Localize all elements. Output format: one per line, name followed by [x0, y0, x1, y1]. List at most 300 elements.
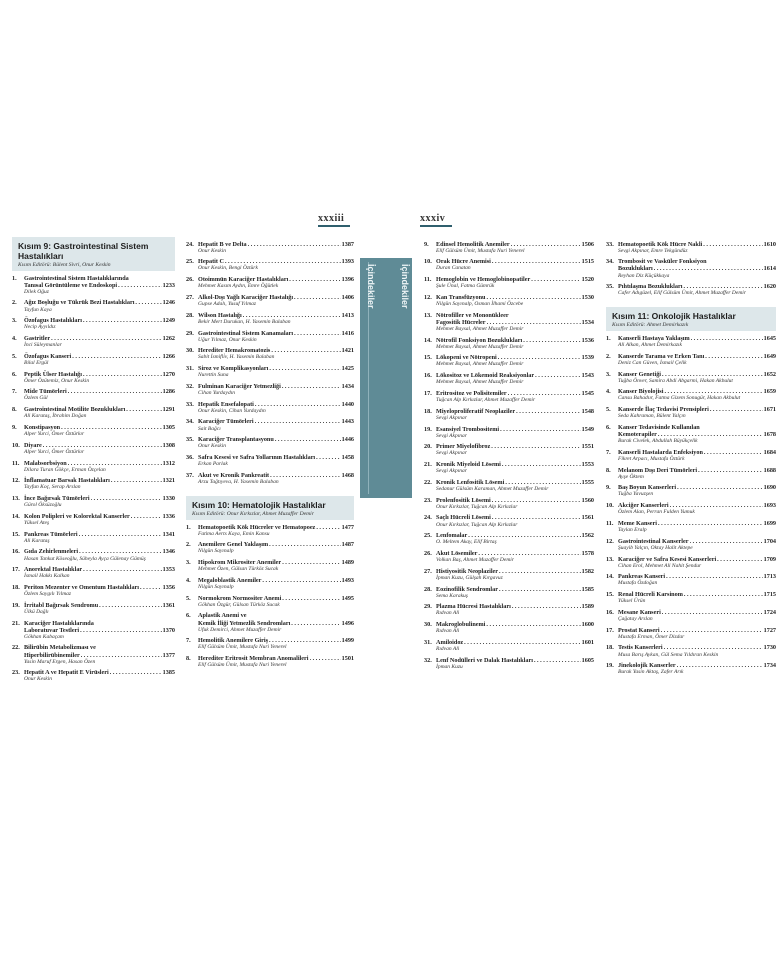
entry-title-line: [24, 644, 175, 651]
entry-number: 34.: [606, 258, 614, 266]
entry-title-line: [436, 514, 594, 521]
entry-body: [618, 258, 776, 279]
entry-page: 1458: [341, 453, 354, 461]
toc-entry[interactable]: [606, 283, 776, 297]
toc-entry[interactable]: [186, 347, 354, 361]
toc-entry[interactable]: [606, 662, 776, 676]
entry-page: 1495: [341, 594, 354, 602]
entry-body: [436, 479, 594, 493]
entry-body: [24, 353, 175, 367]
toc-entry[interactable]: [186, 436, 354, 450]
entry-title-line: [436, 657, 594, 664]
entry-body: [24, 388, 175, 402]
entry-title: Gastrointestinal Sistem Kanamaları: [198, 329, 294, 337]
entry-page: 1659: [763, 388, 776, 396]
entry-authors: Onur Keskin, Bengi Öztürk: [198, 265, 258, 272]
entry-page: 1678: [763, 431, 776, 439]
leader-dots: [658, 431, 763, 438]
toc-entry[interactable]: [12, 317, 175, 331]
toc-entry[interactable]: [186, 276, 354, 290]
entry-authors: Sema Karakuş: [436, 592, 468, 599]
toc-entry[interactable]: [424, 603, 594, 617]
toc-entry[interactable]: [12, 477, 175, 491]
toc-entry[interactable]: [424, 639, 594, 653]
entry-authors: Cansu Bahadıır, Fatma Gizem Sonugür, Hakan Akbulut: [618, 395, 741, 402]
entry-body: [618, 502, 776, 516]
entry-authors: Gökhan Özgür, Gülsan Türköz Sucak: [198, 601, 280, 608]
entry-title-line: [618, 406, 776, 413]
leader-dots: [282, 595, 340, 602]
entry-number: 31.: [186, 365, 194, 373]
toc-entry[interactable]: [12, 531, 175, 545]
entry-page: 1693: [763, 502, 776, 510]
entry-number: 11.: [424, 276, 432, 284]
toc-entry[interactable]: [424, 312, 594, 333]
entry-body: [436, 639, 594, 653]
toc-entry[interactable]: [12, 548, 175, 562]
entry-title: Diyare: [24, 441, 42, 449]
toc-entry[interactable]: [606, 573, 776, 587]
entry-number: 37.: [186, 471, 194, 479]
entry-body: [618, 449, 776, 463]
toc-entry[interactable]: [424, 657, 594, 671]
entry-body: [198, 276, 354, 290]
toc-entry[interactable]: [12, 460, 175, 474]
toc-entry[interactable]: [12, 495, 175, 509]
entry-authors: Özlem Alan, Perran Fulden Yumuk: [618, 509, 695, 516]
toc-entry[interactable]: [12, 442, 175, 456]
leader-dots: [282, 559, 340, 566]
entry-title: Kronik Lenfositik Lösemi: [436, 478, 505, 486]
entry-page: 1291: [162, 406, 175, 414]
entry-number: 25.: [186, 258, 194, 266]
entry-title-line: [198, 418, 354, 425]
toc-entry[interactable]: [12, 602, 175, 616]
entry-title: Hepatit A ve Hepatit E Virüsleri: [24, 669, 109, 677]
entry-number: 13.: [606, 555, 614, 563]
leader-dots: [43, 442, 162, 449]
entry-page: 1610: [763, 240, 776, 248]
toc-entry[interactable]: [12, 620, 175, 641]
toc-entry[interactable]: [12, 424, 175, 438]
entry-number: 11.: [606, 519, 614, 527]
toc-entry[interactable]: [424, 294, 594, 308]
toc-entry[interactable]: [186, 258, 354, 272]
entry-page: 1270: [162, 370, 175, 378]
entry-authors: Nilgün Sayınalp, Osman İlhami Özcebe: [436, 301, 524, 308]
toc-entry[interactable]: [606, 335, 776, 349]
entry-title-line: [618, 449, 776, 456]
leader-dots: [705, 353, 762, 360]
entry-title: İnce Bağırsak Tümörleri: [24, 495, 90, 503]
entry-page: 1649: [763, 352, 776, 360]
entry-title: Malabsorbsiyon: [24, 459, 67, 467]
entry-page: 1727: [763, 626, 776, 634]
entry-number: 9.: [606, 484, 611, 492]
entry-authors: Tuğba Önver, Samira Abdi Abgarmi, Hakan Akbulut: [618, 377, 733, 384]
entry-number: 1.: [186, 523, 191, 531]
entry-number: 7.: [606, 448, 611, 456]
entry-title: Hipokrom Mikrositer Anemiler: [198, 559, 282, 567]
entry-title: Akciğer Kanserleri: [618, 502, 669, 510]
entry-body: [618, 371, 776, 385]
toc-entry[interactable]: [186, 330, 354, 344]
entry-number: 3.: [606, 370, 611, 378]
entry-body: [436, 568, 594, 582]
entry-title-line: [436, 497, 594, 504]
entry-body: [24, 669, 175, 683]
entry-body: [24, 548, 175, 562]
entry-title: Karaciğer ve Safra Kesesi Kanserleri: [618, 555, 717, 563]
toc-entry[interactable]: [606, 591, 776, 605]
toc-entry[interactable]: [12, 275, 175, 296]
entry-authors: Çağatay Arslan: [618, 615, 653, 622]
toc-entry[interactable]: [186, 577, 354, 591]
toc-entry[interactable]: [12, 644, 175, 665]
toc-entry[interactable]: [606, 424, 776, 445]
entry-body: [618, 538, 776, 552]
entry-title: Safra Kesesi ve Safra Yollarının Hastalıkları: [198, 453, 316, 461]
entry-number: 26.: [186, 276, 194, 284]
entry-body: [24, 460, 175, 474]
entry-title-line: [436, 312, 594, 319]
toc-entry[interactable]: [186, 418, 354, 432]
entry-title: Gastrointestinal Motilite Bozuklukları: [24, 406, 126, 414]
toc-entry[interactable]: [424, 276, 594, 290]
entry-page: 1734: [763, 662, 776, 670]
entry-page: 1699: [763, 519, 776, 527]
entry-body: [618, 353, 776, 367]
entry-authors: Onur Keskin: [24, 676, 52, 683]
entry-title-line: [24, 531, 175, 538]
entry-authors: Cihan Yurdaydın: [198, 389, 236, 396]
entry-title-line: [198, 401, 354, 408]
entry-title: Anorektal Hastalıklar: [24, 566, 83, 574]
entry-page: 1421: [341, 347, 354, 355]
entry-number: 28.: [424, 585, 432, 593]
toc-entry[interactable]: [186, 524, 354, 538]
toc-entry[interactable]: [186, 541, 354, 555]
entry-title: Kanserli Hastaya Yaklaşım: [618, 335, 690, 343]
toc-entry[interactable]: [606, 556, 776, 570]
entry-authors: Sevgi Akpınar: [436, 432, 467, 439]
entry-number: 7.: [186, 637, 191, 645]
entry-body: [24, 299, 175, 313]
entry-number: 16.: [12, 548, 20, 556]
leader-dots: [684, 591, 763, 598]
leader-dots: [535, 372, 580, 379]
toc-entry[interactable]: [186, 401, 354, 415]
entry-body: [24, 602, 175, 616]
entry-number: 2.: [186, 541, 191, 549]
entry-number: 13.: [424, 311, 432, 319]
entry-authors: Fatima Aerts Kaya, Emin Kansu: [198, 530, 270, 537]
toc-entry[interactable]: [606, 538, 776, 552]
entry-page: 1377: [162, 651, 175, 659]
entry-authors: Mustafa Erman, Ömer Dizdar: [618, 633, 685, 640]
toc-entry[interactable]: [424, 479, 594, 493]
entry-title-line: [436, 241, 594, 248]
entry-number: 7.: [12, 388, 17, 396]
entry-number: 30.: [186, 347, 194, 355]
entry-page: 1506: [581, 240, 594, 248]
entry-body: [436, 354, 594, 368]
entry-title: Melanom Dışı Deri Tümörleri: [618, 466, 698, 474]
entry-title-line: [436, 586, 594, 593]
entry-title-line: [618, 424, 776, 431]
toc-entry[interactable]: [606, 644, 776, 658]
leader-dots: [508, 390, 581, 397]
toc-entry[interactable]: [424, 621, 594, 635]
entry-title-line: [618, 265, 776, 272]
toc-column-3: [424, 237, 594, 671]
entry-authors: Ülkü Dağlı: [24, 608, 49, 615]
toc-entry[interactable]: [186, 595, 354, 609]
entry-page: 1534: [581, 318, 594, 326]
leader-dots: [118, 282, 162, 289]
entry-body: [436, 372, 594, 386]
toc-entry[interactable]: [12, 513, 175, 527]
toc-entry[interactable]: [606, 406, 776, 420]
entry-title-line: [436, 258, 594, 265]
entry-title: Hepatik Ensefalopati: [198, 400, 254, 408]
toc-entry[interactable]: [606, 520, 776, 534]
toc-entry[interactable]: [606, 258, 776, 279]
entry-body: [198, 365, 354, 379]
entry-title: Hepatit C: [198, 258, 224, 266]
leader-dots: [703, 241, 762, 248]
toc-entry[interactable]: [606, 371, 776, 385]
entry-number: 14.: [606, 573, 614, 581]
toc-entry[interactable]: [606, 609, 776, 623]
toc-entry[interactable]: [186, 383, 354, 397]
entry-number: 18.: [606, 644, 614, 652]
leader-dots: [534, 657, 581, 664]
entry-page: 1730: [763, 644, 776, 652]
entry-number: 21.: [12, 619, 20, 627]
toc-entry[interactable]: [424, 241, 594, 255]
entry-page: 1582: [581, 567, 594, 575]
leader-dots: [140, 584, 162, 591]
toc-entry[interactable]: [606, 241, 776, 255]
entry-body: [24, 513, 175, 527]
entry-title-line: [436, 294, 594, 301]
entry-number: 8.: [606, 466, 611, 474]
entry-title: Kolon Polipleri ve Kolorektal Kanserler: [24, 512, 130, 520]
toc-entry[interactable]: [424, 390, 594, 404]
toc-entry[interactable]: [606, 353, 776, 367]
entry-authors: Sevgi Akpınar: [436, 468, 467, 475]
entry-title-line: [436, 479, 594, 486]
entry-number: 6.: [12, 370, 17, 378]
leader-dots: [68, 460, 162, 467]
entry-authors: Musa Barış Aykan, Gül Sema Yıldıran Keskin: [618, 651, 719, 658]
section-header: [186, 496, 354, 520]
entry-title-line: [436, 443, 594, 450]
toc-entry[interactable]: [424, 568, 594, 582]
entry-title-line: [618, 241, 776, 248]
entry-page: 1684: [763, 448, 776, 456]
entry-authors: Ufuk Demirci, Ahmet Muzaffer Demir: [198, 626, 282, 633]
leader-dots: [111, 477, 162, 484]
entry-authors: Ayşe Öktem: [618, 473, 644, 480]
toc-entry[interactable]: [424, 372, 594, 386]
toc-entry[interactable]: [186, 472, 354, 486]
leader-dots: [486, 294, 580, 301]
leader-dots: [499, 568, 581, 575]
entry-title: Edinsel Hemolitik Anemiler: [436, 240, 510, 248]
toc-entry[interactable]: [606, 467, 776, 481]
toc-entry[interactable]: [424, 461, 594, 475]
toc-entry[interactable]: [424, 408, 594, 422]
leader-dots: [310, 655, 341, 662]
entry-page: 1425: [341, 365, 354, 373]
toc-entry[interactable]: [186, 454, 354, 468]
entry-body: [198, 258, 354, 272]
entry-title-line: [24, 275, 175, 282]
leader-dots: [677, 484, 763, 491]
toc-entry[interactable]: [12, 388, 175, 402]
toc-entry[interactable]: [424, 443, 594, 457]
entry-number: 27.: [186, 293, 194, 301]
entry-number: 24.: [186, 240, 194, 248]
toc-entry[interactable]: [606, 627, 776, 641]
entry-authors: Duran Canatan: [436, 265, 471, 272]
entry-number: 2.: [12, 299, 17, 307]
entry-title: Esansiyel Trombositemi: [436, 425, 500, 433]
entry-authors: Yasin Maruf Ergen, Hasan Özen: [24, 658, 96, 665]
entry-page: 1370: [162, 626, 175, 634]
entry-number: 13.: [12, 495, 20, 503]
entry-title: Testis Kanserleri: [618, 644, 663, 652]
entry-authors: Sabit İsmifli̇v, H. Yasemin Balaban: [198, 354, 275, 361]
entry-body: [24, 531, 175, 545]
entry-authors: Burak Civelek, Abdullah Büyükçelik: [618, 438, 698, 445]
entry-title-line: [618, 335, 776, 342]
leader-dots: [531, 276, 580, 283]
leader-dots: [491, 443, 580, 450]
entry-title-line: [198, 595, 354, 602]
toc-entry[interactable]: [424, 426, 594, 440]
entry-page: 1440: [341, 400, 354, 408]
entry-title: Lenf Nodülleri ve Dalak Hastalıkları: [436, 656, 533, 664]
entry-number: 17.: [424, 389, 432, 397]
leader-dots: [486, 621, 580, 628]
leader-dots: [68, 388, 162, 395]
toc-entry[interactable]: [606, 449, 776, 463]
entry-title-line: [198, 612, 354, 619]
toc-entry[interactable]: [12, 584, 175, 598]
toc-entry[interactable]: [186, 312, 354, 326]
toc-entry[interactable]: [186, 612, 354, 633]
entry-title: Fulminan Karaciğer Yetmezliği: [198, 382, 281, 390]
entry-title: Alkol-Dışı Yağlı Karaciğer Hastalığı: [198, 293, 294, 301]
leader-dots: [717, 556, 762, 563]
entry-number: 12.: [12, 477, 20, 485]
toc-entry[interactable]: [424, 586, 594, 600]
toc-entry[interactable]: [424, 258, 594, 272]
toc-entry[interactable]: [424, 354, 594, 368]
entry-authors: Sevgi Akpınar, Emre Tekgündüz: [618, 247, 688, 254]
toc-entry[interactable]: [12, 406, 175, 420]
entry-title-line: [198, 472, 354, 479]
toc-entry[interactable]: [424, 550, 594, 564]
toc-entry[interactable]: [186, 365, 354, 379]
entry-authors: Ali Karataş, İbrahim Doğan: [24, 413, 87, 420]
leader-dots: [505, 479, 580, 486]
entry-title: Hiperbilirübinemiler: [24, 651, 80, 659]
toc-entry[interactable]: [424, 497, 594, 511]
toc-entry[interactable]: [186, 294, 354, 308]
entry-page: 1468: [341, 471, 354, 479]
section-header: [12, 237, 175, 271]
entry-body: [436, 461, 594, 475]
entry-page: 1496: [341, 619, 354, 627]
toc-entry[interactable]: [186, 241, 354, 255]
entry-title-line: [198, 312, 354, 319]
entry-title: Miyeloproliferatif Neoplaziler: [436, 407, 516, 415]
entry-page: 1601: [581, 638, 594, 646]
entry-title: Gıda Zehirlenmeleri: [24, 548, 79, 556]
leader-dots: [271, 347, 340, 354]
toc-entry[interactable]: [424, 514, 594, 528]
entry-body: [436, 241, 594, 255]
entry-title: Kanser Tedavisinde Kullanılan: [618, 423, 700, 431]
section-header: [606, 307, 776, 331]
toc-entry[interactable]: [424, 532, 594, 546]
entry-title-line: [618, 538, 776, 545]
entry-authors: Özlem Saygılı Yılmaz: [24, 591, 72, 598]
leader-dots: [269, 365, 340, 372]
entry-authors: Alper Yurci, Ömer Öztürkır: [24, 448, 85, 455]
entry-title: Karaciğer Transplantasyonu: [198, 436, 274, 444]
entry-page: 1356: [162, 583, 175, 591]
entry-page: 1346: [162, 548, 175, 556]
entry-authors: Hasan Tankut Köseoğlu, Süheyla Ayça Gülenay Gümüş: [24, 555, 146, 562]
leader-dots: [478, 550, 580, 557]
toc-entry[interactable]: [606, 502, 776, 516]
toc-entry[interactable]: [12, 335, 175, 349]
toc-entry[interactable]: [424, 337, 594, 351]
entry-page: 1709: [763, 555, 776, 563]
toc-entry[interactable]: [186, 655, 354, 669]
toc-entry[interactable]: [12, 353, 175, 367]
entry-number: 5.: [606, 406, 611, 414]
entry-authors: Sedanur Gülsüm Karaman, Ahmet Muzaffer Demir: [436, 485, 549, 492]
entry-title-line: [618, 388, 776, 395]
entry-page: 1688: [763, 466, 776, 474]
entry-title: Bozuklukları: [618, 265, 653, 273]
toc-entry[interactable]: [186, 559, 354, 573]
toc-entry[interactable]: [606, 388, 776, 402]
entry-title-line: [436, 621, 594, 628]
entry-body: [618, 644, 776, 658]
toc-entry[interactable]: [12, 566, 175, 580]
toc-entry[interactable]: [12, 669, 175, 683]
entry-authors: Mehmet Baysal, Ahmet Muzaffer Demir: [436, 343, 524, 350]
toc-entry[interactable]: [186, 637, 354, 651]
entry-title-line: [436, 461, 594, 468]
entry-page: 1385: [162, 669, 175, 677]
toc-entry[interactable]: [12, 371, 175, 385]
entry-body: [198, 436, 354, 450]
leader-dots: [291, 620, 340, 627]
leader-dots: [72, 353, 161, 360]
entry-title: Kemik İliği Yetmezlik Sendromları: [198, 619, 291, 627]
toc-entry[interactable]: [606, 484, 776, 498]
toc-entry[interactable]: [12, 299, 175, 313]
entry-number: 17.: [12, 566, 20, 574]
